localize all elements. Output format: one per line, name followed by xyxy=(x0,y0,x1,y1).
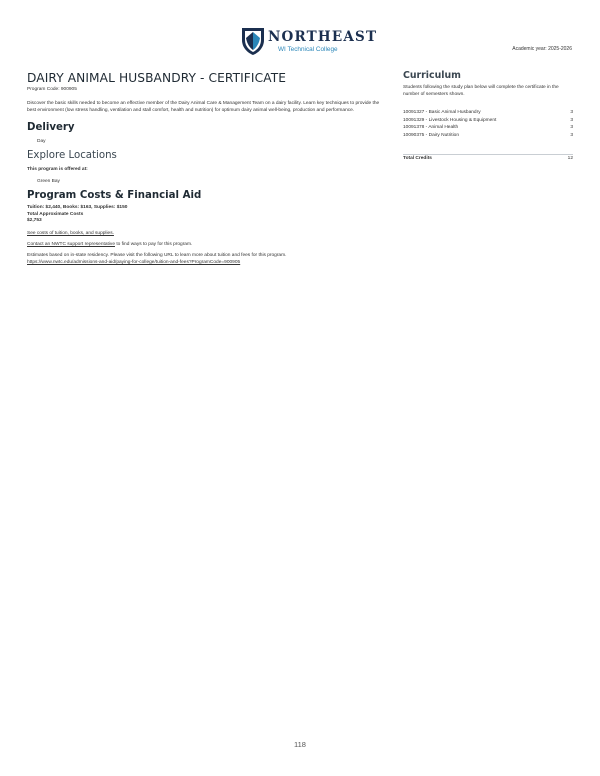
course-credits: 3 xyxy=(570,133,573,139)
course-name: 10091378 - Animal Health xyxy=(403,125,459,131)
course-row xyxy=(403,133,573,141)
program-description: Discover the basic skills needed to become an effective member of the Dairy Animal Care & Management Team on a dairy facility. Learn key techniques to provide the best environment (low stress handling, ventilation and stall comfort, health and nutrition) for optimum dairy animal well-being, production and performance. xyxy=(27,101,380,114)
course-row xyxy=(403,125,573,133)
college-logo xyxy=(240,26,378,58)
contact-rest-text: to find ways to pay for this program. xyxy=(114,242,193,248)
curriculum-note: Students following the study plan below will complete the certificate in the number of semesters shown. xyxy=(403,85,559,97)
total-costs-label: Total Approximate Costs xyxy=(27,211,84,217)
program-code: Program Code: 900905 xyxy=(27,87,77,92)
course-credits: 3 xyxy=(570,117,573,123)
logo-subtitle: WI Technical College xyxy=(278,46,338,53)
program-details xyxy=(27,71,387,265)
delivery-heading: Delivery xyxy=(27,122,75,134)
tuition-url-link[interactable]: https://www.nwtc.edu/admissions-and-aid/paying-for-college/tuition-and-fees?ProgramCode=900905 xyxy=(27,259,241,265)
course-row xyxy=(403,110,573,118)
course-name: 10090375 - Dairy Nutrition xyxy=(403,133,459,139)
total-credits-value: 12 xyxy=(567,155,573,161)
curriculum-panel xyxy=(403,70,573,161)
locations-intro: This program is offered at: xyxy=(27,167,88,173)
course-list xyxy=(403,110,573,141)
academic-year: Academic year: 2025-2026 xyxy=(512,46,572,52)
estimate-note: Estimates based on in-state residency. Please visit the following URL to learn more about tuition and fees for this program. xyxy=(27,253,287,259)
delivery-mode: Day xyxy=(37,139,46,145)
total-credits-row xyxy=(403,156,573,161)
costs-heading: Program Costs & Financial Aid xyxy=(27,190,202,202)
total-costs-value: $2,753 xyxy=(27,218,42,224)
course-credits: 3 xyxy=(570,110,573,115)
cost-breakdown: Tuition: $2,440, Books: $163, Supplies: $150 xyxy=(27,205,128,211)
contact-support-link[interactable]: Contact an NWTC support representative xyxy=(27,242,115,248)
course-name: 10091329 - Livestock Housing & Equipment xyxy=(403,117,497,123)
program-title: DAIRY ANIMAL HUSBANDRY - CERTIFICATE xyxy=(27,71,287,85)
contact-line xyxy=(27,242,387,247)
see-costs-link[interactable]: See costs of tuition, books, and supplies. xyxy=(27,231,114,237)
logo-name: NORTHEAST xyxy=(268,29,378,45)
curriculum-heading: Curriculum xyxy=(403,70,461,81)
locations-heading: Explore Locations xyxy=(27,150,117,162)
total-credits-label: Total Credits xyxy=(403,155,432,161)
page-number: 118 xyxy=(294,740,306,749)
shield-icon xyxy=(240,26,266,56)
location-site: Green Bay xyxy=(37,179,60,185)
course-name: 10091327 - Basic Animal Husbandry xyxy=(403,110,481,115)
course-credits: 3 xyxy=(570,125,573,131)
total-divider xyxy=(403,154,573,155)
